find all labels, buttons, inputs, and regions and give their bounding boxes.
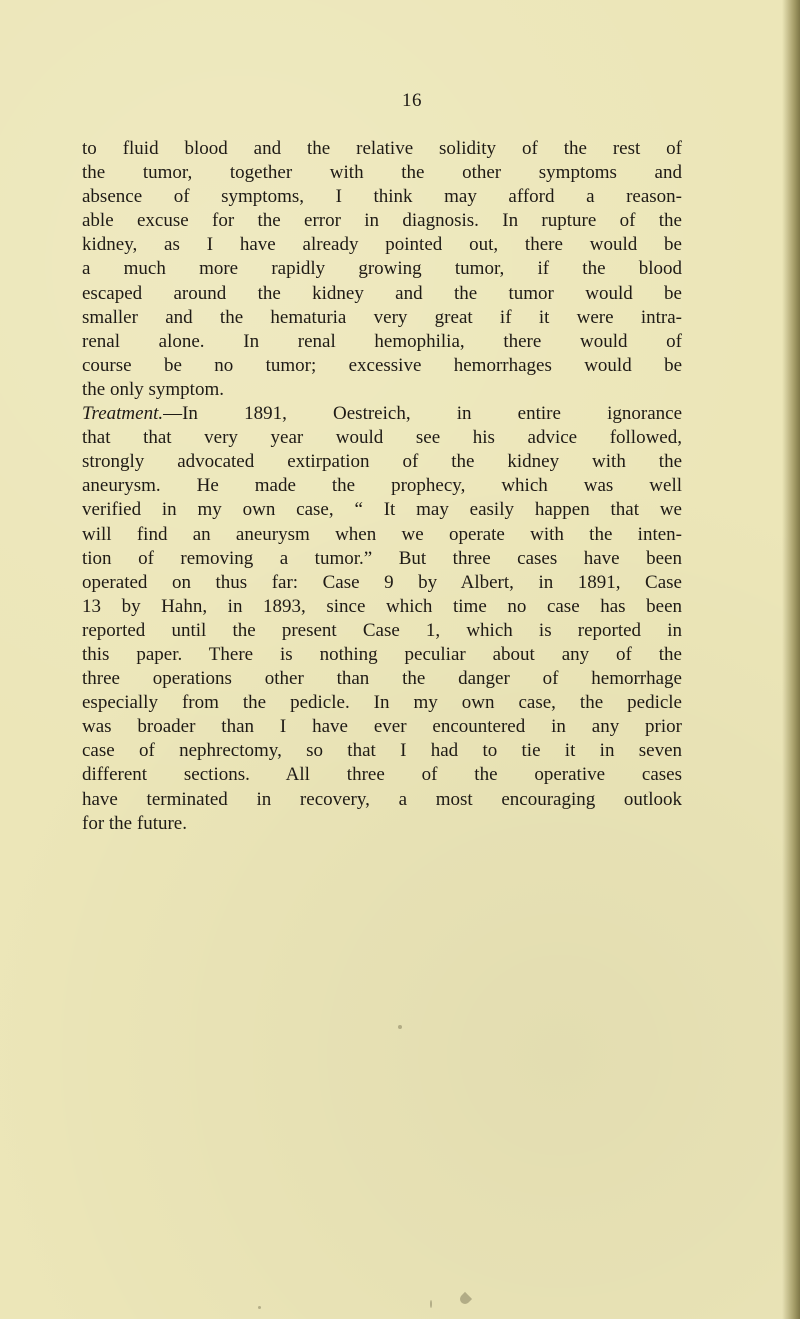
paper-speck: [398, 1025, 402, 1029]
text-line: will find an aneurysm when we operate with the inten-: [82, 523, 682, 545]
text-line: this paper. There is nothing peculiar about any of the: [82, 643, 682, 665]
text-line: [82, 402, 682, 426]
text-line: for the future.: [82, 812, 187, 834]
text-line: to fluid blood and the relative solidity of the rest of: [82, 138, 682, 159]
text-line: that that very year would see his advice followed,: [82, 427, 682, 449]
page-edge-shadow: [782, 0, 800, 1319]
text-line: course be no tumor; excessive hemorrhages would be: [82, 354, 682, 376]
text-line: smaller and the hematuria very great if it were intra-: [82, 306, 682, 328]
section-heading-text: —In 1891, Oestreich, in entire ignorance: [163, 403, 682, 425]
body-text: [82, 137, 682, 836]
text-line: a much more rapidly growing tumor, if the blood: [82, 258, 682, 280]
text-line: operated on thus far: Case 9 by Albert, in 1891, Case: [82, 571, 682, 593]
text-line: absence of symptoms, I think may afford a reason-: [82, 186, 682, 208]
text-line: the tumor, together with the other symptoms and: [82, 162, 682, 184]
text-line: strongly advocated extirpation of the kidney with the: [82, 451, 682, 473]
paper-speck: [458, 1292, 472, 1306]
text-line: kidney, as I have already pointed out, there would be: [82, 234, 682, 256]
text-line: able excuse for the error in diagnosis. In rupture of the: [82, 210, 682, 232]
text-line: aneurysm. He made the prophecy, which was well: [82, 475, 682, 497]
text-line: tion of removing a tumor.” But three cases have been: [82, 547, 682, 569]
text-line: case of nephrectomy, so that I had to tie it in seven: [82, 740, 682, 762]
text-line: was broader than I have ever encountered in any prior: [82, 716, 682, 738]
text-line: three operations other than the danger of hemorrhage: [82, 668, 682, 690]
section-heading: Treatment.: [82, 403, 164, 425]
page-number: 16: [402, 90, 422, 111]
text-line: the only symptom.: [82, 378, 224, 400]
text-line: escaped around the kidney and the tumor would be: [82, 282, 682, 304]
text-line: 13 by Hahn, in 1893, since which time no case has been: [82, 595, 682, 617]
text-line: especially from the pedicle. In my own case, the pedicle: [82, 692, 682, 714]
text-line: reported until the present Case 1, which is reported in: [82, 619, 682, 641]
paper-speck: [430, 1300, 432, 1308]
text-line: renal alone. In renal hemophilia, there would of: [82, 330, 682, 352]
text-line: have terminated in recovery, a most encouraging outlook: [82, 788, 682, 810]
text-line: different sections. All three of the operative cases: [82, 764, 682, 786]
text-line: verified in my own case, “ It may easily happen that we: [82, 499, 682, 521]
paper-speck: [258, 1306, 261, 1309]
